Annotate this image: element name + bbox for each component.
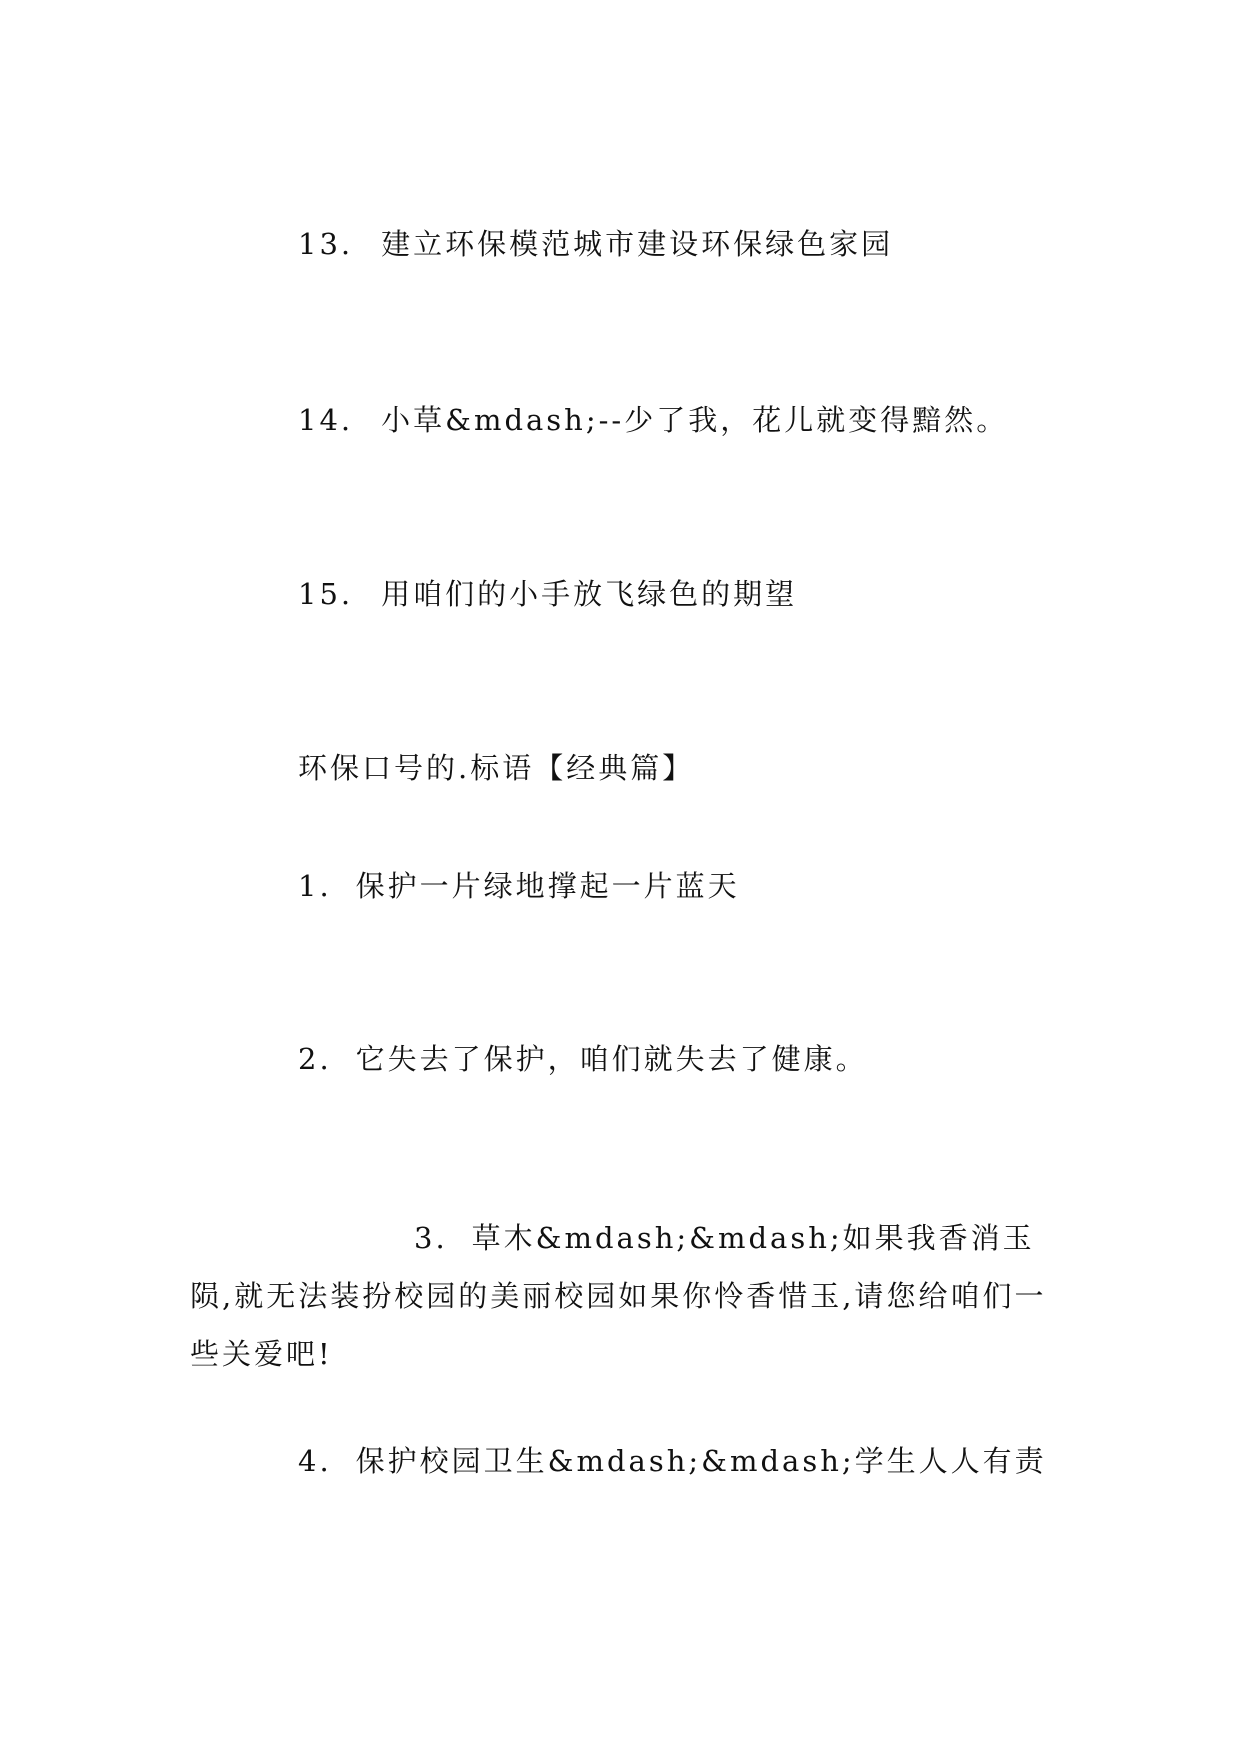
list-item	[298, 226, 893, 262]
item-number: 13.	[298, 227, 354, 261]
list-item	[298, 576, 797, 612]
item-number: 2.	[298, 1042, 332, 1076]
item-text: 保护校园卫生&mdash;&mdash;学生人人有责	[355, 1444, 1047, 1478]
section-heading: 环保口号的.标语【经典篇】	[298, 751, 695, 785]
item-text: 它失去了保护，咱们就失去了健康。	[355, 1042, 868, 1076]
item-text: 建立环保模范城市建设环保绿色家园	[381, 227, 894, 261]
list-item	[298, 402, 1008, 438]
list-item	[298, 1443, 1047, 1479]
item-text: 保护一片绿地撑起一片蓝天	[355, 869, 740, 903]
item-number: 3.	[414, 1221, 448, 1255]
list-item	[298, 868, 740, 904]
item-text: 草木&mdash;&mdash;如果我香消玉陨,就无法装扮校园的美丽校园如果你怜香惜玉,请您给咱们一些关爱吧!	[190, 1221, 1047, 1371]
item-number: 1.	[298, 869, 332, 903]
item-number: 14.	[298, 403, 354, 437]
item-number: 4.	[298, 1444, 332, 1478]
item-text: 用咱们的小手放飞绿色的期望	[381, 577, 798, 611]
item-number: 15.	[298, 577, 354, 611]
list-item	[298, 1041, 868, 1077]
list-item-multiline	[190, 1209, 1070, 1383]
item-text: 小草&mdash;--少了我，花儿就变得黯然。	[381, 403, 1009, 437]
